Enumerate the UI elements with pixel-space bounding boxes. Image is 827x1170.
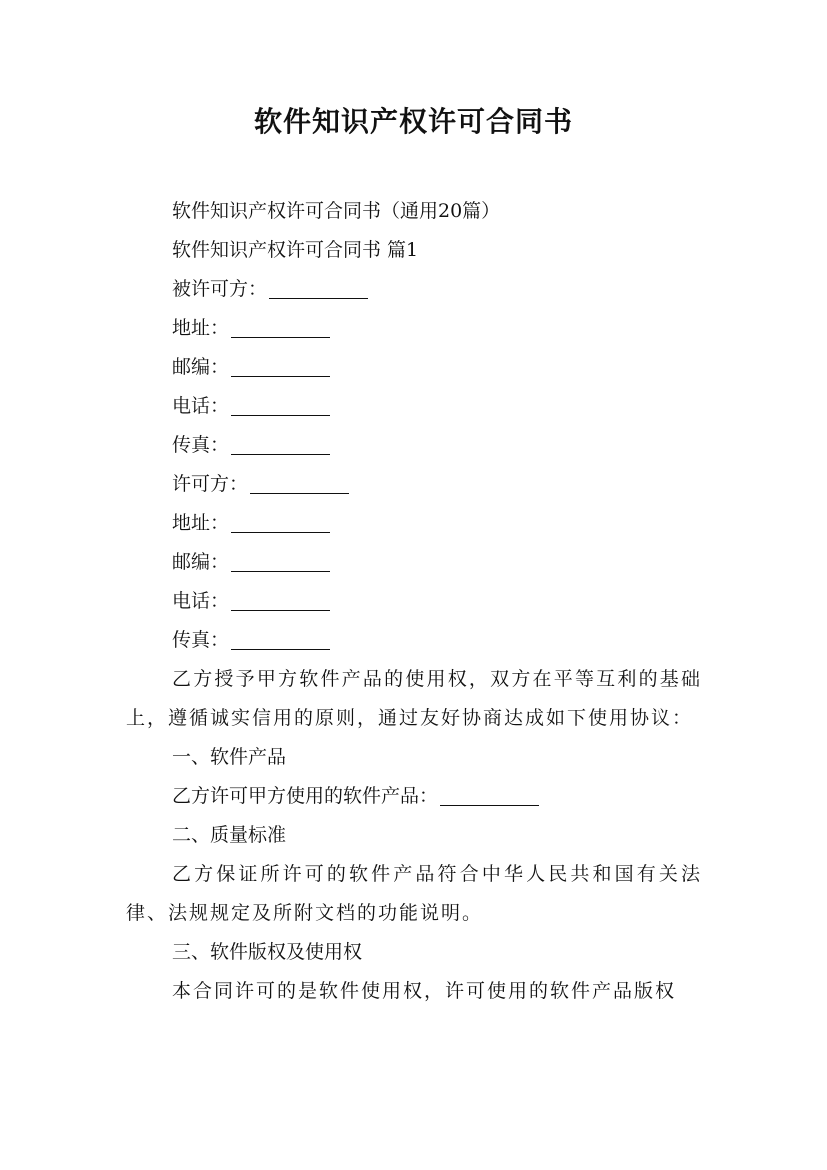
document-body (126, 192, 702, 1011)
field-blank (231, 549, 330, 572)
licensor-fax-line (126, 621, 702, 660)
licensee-postcode-line (126, 348, 702, 387)
field-label: 电话： (172, 590, 230, 612)
subtitle-line: 软件知识产权许可合同书（通用20篇） (172, 200, 501, 222)
field-blank (231, 627, 330, 650)
document-title: 软件知识产权许可合同书 (253, 105, 573, 138)
field-label: 传真： (172, 629, 230, 651)
intro-paragraph: 乙方授予甲方软件产品的使用权，双方在平等互利的基础上，遵循诚实信用的原则，通过友好协商达成如下使用协议： (126, 668, 702, 729)
clause-paragraph: 乙方保证所许可的软件产品符合中华人民共和国有关法律、法规规定及所附文档的功能说明。 (126, 863, 702, 924)
section-heading: 软件知识产权许可合同书 篇1 (172, 239, 419, 261)
clause-heading: 三、软件版权及使用权 (172, 941, 363, 963)
clause-heading: 一、软件产品 (172, 746, 287, 768)
field-label: 地址： (172, 317, 230, 339)
licensor-phone-line (126, 582, 702, 621)
licensor-postcode-line (126, 543, 702, 582)
field-blank (231, 354, 330, 377)
field-label: 邮编： (172, 551, 230, 573)
field-blank (231, 588, 330, 611)
licensee-phone-line (126, 387, 702, 426)
licensee-fax-line (126, 426, 702, 465)
clause-text: 乙方许可甲方使用的软件产品： (172, 785, 439, 807)
licensee-line (126, 270, 702, 309)
field-blank (231, 315, 330, 338)
clause-heading: 二、质量标准 (172, 824, 287, 846)
field-blank (231, 510, 330, 533)
licensor-address-line (126, 504, 702, 543)
licensor-label: 许可方： (172, 473, 249, 495)
product-blank (440, 783, 539, 806)
field-label: 邮编： (172, 356, 230, 378)
field-blank (231, 432, 330, 455)
licensee-label: 被许可方： (172, 278, 268, 300)
licensee-address-line (126, 309, 702, 348)
licensor-line (126, 465, 702, 504)
field-label: 电话： (172, 395, 230, 417)
clause-paragraph: 本合同许可的是软件使用权，许可使用的软件产品版权 (172, 980, 677, 1002)
licensor-blank (250, 471, 349, 494)
field-label: 地址： (172, 512, 230, 534)
field-blank (231, 393, 330, 416)
field-label: 传真： (172, 434, 230, 456)
clause-text-line (126, 777, 702, 816)
licensee-blank (269, 276, 368, 299)
